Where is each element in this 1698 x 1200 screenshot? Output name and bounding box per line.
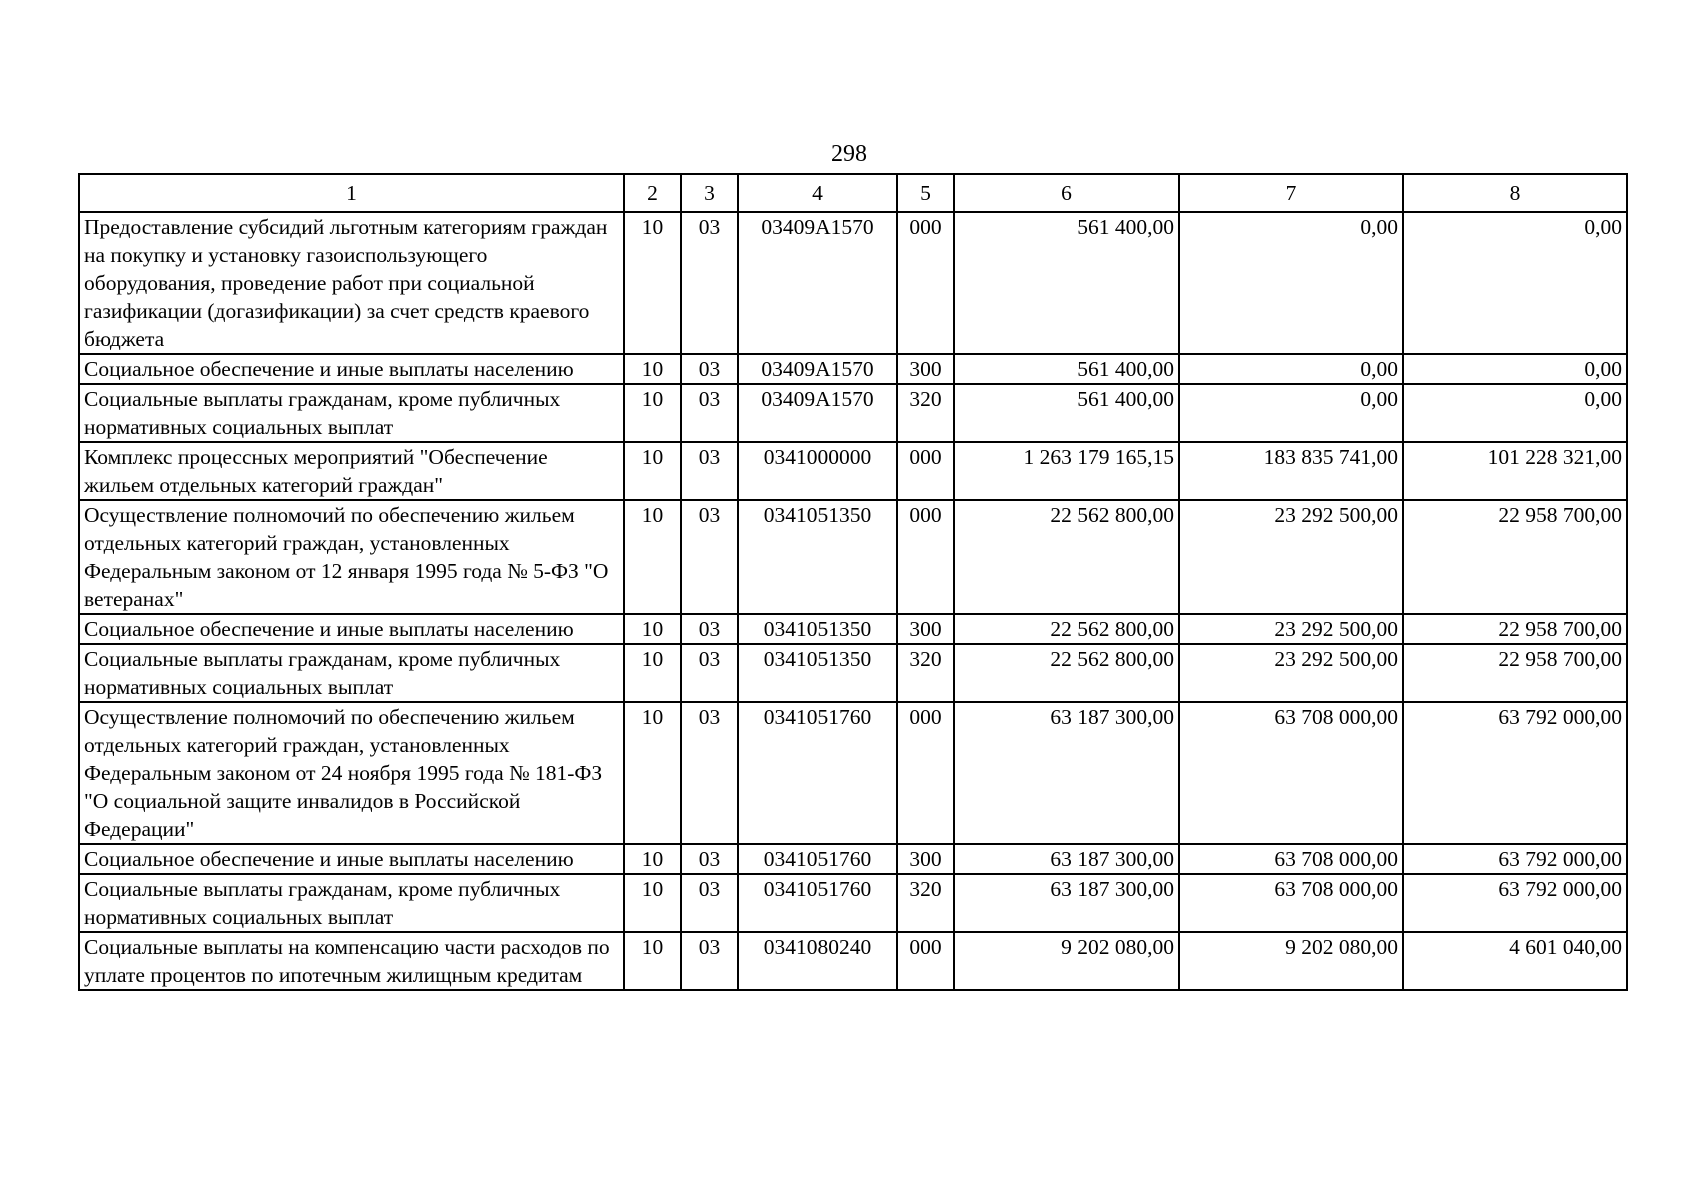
- amount-year-3: 0,00: [1403, 384, 1627, 442]
- expense-type-code: 300: [897, 844, 954, 874]
- column-header: 1: [79, 174, 624, 212]
- amount-year-1: 22 562 800,00: [954, 614, 1179, 644]
- budget-table: [78, 173, 1628, 991]
- column-header: 3: [681, 174, 738, 212]
- table-row: [79, 844, 1627, 874]
- subsection-code: 03: [681, 614, 738, 644]
- row-name: Осуществление полномочий по обеспечению жильем отдельных категорий граждан, установленных Федеральным законом от 12 января 1995 года № 5-ФЗ "О ветеранах": [79, 500, 624, 614]
- row-name: Комплекс процессных мероприятий "Обеспечение жильем отдельных категорий граждан": [79, 442, 624, 500]
- amount-year-1: 63 187 300,00: [954, 874, 1179, 932]
- target-article-code: 0341051760: [738, 844, 897, 874]
- section-code: 10: [624, 874, 681, 932]
- column-header: 7: [1179, 174, 1403, 212]
- section-code: 10: [624, 212, 681, 354]
- amount-year-1: 1 263 179 165,15: [954, 442, 1179, 500]
- target-article-code: 0341051760: [738, 874, 897, 932]
- section-code: 10: [624, 614, 681, 644]
- section-code: 10: [624, 702, 681, 844]
- amount-year-1: 22 562 800,00: [954, 644, 1179, 702]
- amount-year-3: 63 792 000,00: [1403, 874, 1627, 932]
- expense-type-code: 300: [897, 354, 954, 384]
- amount-year-2: 183 835 741,00: [1179, 442, 1403, 500]
- subsection-code: 03: [681, 384, 738, 442]
- amount-year-1: 561 400,00: [954, 354, 1179, 384]
- header-row: [79, 174, 1627, 212]
- subsection-code: 03: [681, 932, 738, 990]
- subsection-code: 03: [681, 702, 738, 844]
- subsection-code: 03: [681, 874, 738, 932]
- amount-year-1: 9 202 080,00: [954, 932, 1179, 990]
- section-code: 10: [624, 384, 681, 442]
- page-number: 298: [831, 141, 867, 167]
- expense-type-code: 000: [897, 932, 954, 990]
- column-header: 4: [738, 174, 897, 212]
- row-name: Социальное обеспечение и иные выплаты населению: [79, 354, 624, 384]
- expense-type-code: 300: [897, 614, 954, 644]
- amount-year-3: 0,00: [1403, 354, 1627, 384]
- target-article-code: 03409А1570: [738, 212, 897, 354]
- amount-year-1: 63 187 300,00: [954, 844, 1179, 874]
- amount-year-3: 22 958 700,00: [1403, 614, 1627, 644]
- amount-year-2: 63 708 000,00: [1179, 874, 1403, 932]
- amount-year-2: 0,00: [1179, 384, 1403, 442]
- column-header: 5: [897, 174, 954, 212]
- subsection-code: 03: [681, 442, 738, 500]
- row-name: Социальное обеспечение и иные выплаты населению: [79, 614, 624, 644]
- expense-type-code: 000: [897, 702, 954, 844]
- table-row: [79, 874, 1627, 932]
- amount-year-1: 22 562 800,00: [954, 500, 1179, 614]
- subsection-code: 03: [681, 844, 738, 874]
- subsection-code: 03: [681, 644, 738, 702]
- row-name: Социальные выплаты гражданам, кроме публичных нормативных социальных выплат: [79, 874, 624, 932]
- table-body: [79, 212, 1627, 990]
- table-row: [79, 702, 1627, 844]
- target-article-code: 0341051760: [738, 702, 897, 844]
- target-article-code: 0341000000: [738, 442, 897, 500]
- row-name: Осуществление полномочий по обеспечению жильем отдельных категорий граждан, установленных Федеральным законом от 24 ноября 1995 года № 181-ФЗ "О социальной защите инвалидов в Российской Федерации": [79, 702, 624, 844]
- amount-year-3: 101 228 321,00: [1403, 442, 1627, 500]
- subsection-code: 03: [681, 212, 738, 354]
- amount-year-2: 0,00: [1179, 212, 1403, 354]
- section-code: 10: [624, 644, 681, 702]
- amount-year-1: 63 187 300,00: [954, 702, 1179, 844]
- amount-year-1: 561 400,00: [954, 384, 1179, 442]
- section-code: 10: [624, 500, 681, 614]
- section-code: 10: [624, 932, 681, 990]
- amount-year-3: 63 792 000,00: [1403, 844, 1627, 874]
- amount-year-2: 9 202 080,00: [1179, 932, 1403, 990]
- row-name: Предоставление субсидий льготным категориям граждан на покупку и установку газоиспользующего оборудования, проведение работ при социальной газификации (догазификации) за счет средств краевого бюджета: [79, 212, 624, 354]
- amount-year-3: 0,00: [1403, 212, 1627, 354]
- expense-type-code: 320: [897, 644, 954, 702]
- table-row: [79, 500, 1627, 614]
- section-code: 10: [624, 354, 681, 384]
- target-article-code: 0341051350: [738, 644, 897, 702]
- column-header: 6: [954, 174, 1179, 212]
- target-article-code: 0341051350: [738, 500, 897, 614]
- table-row: [79, 212, 1627, 354]
- column-header: 2: [624, 174, 681, 212]
- amount-year-2: 23 292 500,00: [1179, 644, 1403, 702]
- table-row: [79, 384, 1627, 442]
- target-article-code: 03409А1570: [738, 384, 897, 442]
- amount-year-3: 22 958 700,00: [1403, 644, 1627, 702]
- expense-type-code: 000: [897, 212, 954, 354]
- expense-type-code: 320: [897, 384, 954, 442]
- target-article-code: 0341051350: [738, 614, 897, 644]
- row-name: Социальные выплаты гражданам, кроме публичных нормативных социальных выплат: [79, 384, 624, 442]
- table-row: [79, 614, 1627, 644]
- amount-year-3: 4 601 040,00: [1403, 932, 1627, 990]
- target-article-code: 03409А1570: [738, 354, 897, 384]
- amount-year-3: 22 958 700,00: [1403, 500, 1627, 614]
- expense-type-code: 320: [897, 874, 954, 932]
- table-row: [79, 442, 1627, 500]
- subsection-code: 03: [681, 354, 738, 384]
- section-code: 10: [624, 442, 681, 500]
- row-name: Социальные выплаты гражданам, кроме публичных нормативных социальных выплат: [79, 644, 624, 702]
- expense-type-code: 000: [897, 442, 954, 500]
- amount-year-2: 63 708 000,00: [1179, 702, 1403, 844]
- subsection-code: 03: [681, 500, 738, 614]
- target-article-code: 0341080240: [738, 932, 897, 990]
- table-row: [79, 354, 1627, 384]
- amount-year-3: 63 792 000,00: [1403, 702, 1627, 844]
- amount-year-2: 63 708 000,00: [1179, 844, 1403, 874]
- amount-year-2: 23 292 500,00: [1179, 614, 1403, 644]
- amount-year-1: 561 400,00: [954, 212, 1179, 354]
- section-code: 10: [624, 844, 681, 874]
- table-row: [79, 932, 1627, 990]
- column-header: 8: [1403, 174, 1627, 212]
- expense-type-code: 000: [897, 500, 954, 614]
- amount-year-2: 0,00: [1179, 354, 1403, 384]
- amount-year-2: 23 292 500,00: [1179, 500, 1403, 614]
- table-row: [79, 644, 1627, 702]
- row-name: Социальные выплаты на компенсацию части расходов по уплате процентов по ипотечным жилищным кредитам: [79, 932, 624, 990]
- row-name: Социальное обеспечение и иные выплаты населению: [79, 844, 624, 874]
